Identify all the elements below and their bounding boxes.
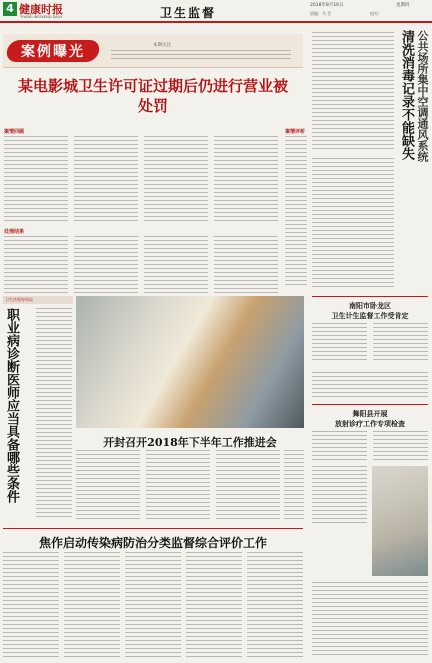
exam-text-2 — [373, 431, 428, 463]
meeting-text-4 — [284, 450, 304, 520]
banner-lead: 本期关注 — [153, 43, 171, 48]
meeting-text-1 — [76, 450, 140, 520]
case-banner — [3, 34, 303, 68]
banner-lead-text — [111, 50, 291, 59]
right-article-title: 公共场所集中空调通风系统 清洗消毒记录不能缺失 — [399, 30, 429, 162]
bottom-text-1 — [3, 552, 59, 658]
nanyang-title-2: 卫生计生监督工作受肯定 — [331, 311, 409, 320]
law-column-title: 职业病诊断医师应当具备哪些条件 — [4, 308, 19, 503]
proof-credit: 校对： — [370, 11, 382, 16]
exam-text-1 — [312, 431, 367, 463]
masthead-rule — [0, 21, 432, 23]
law-text-col-1 — [36, 308, 72, 518]
editor-credit: 责编：马 芸 — [310, 11, 332, 16]
nanyang-text-1 — [312, 323, 367, 363]
weekday: 星期四 — [396, 3, 410, 8]
bottom-text-5 — [247, 552, 303, 658]
brief-news-text — [312, 372, 428, 398]
issue-date: 2018年8月16日 — [310, 3, 344, 8]
case-review-col-4 — [214, 136, 278, 222]
result-col-2 — [74, 236, 138, 296]
bottom-rule — [3, 528, 303, 529]
result-col-1 — [4, 236, 68, 296]
case-review-col-1 — [4, 136, 68, 222]
bottom-text-3 — [125, 552, 181, 658]
result-col-4 — [214, 236, 278, 296]
bottom-text-2 — [64, 552, 120, 658]
bottom-text-6 — [312, 582, 428, 658]
meeting-text-2 — [146, 450, 210, 520]
masthead — [0, 0, 432, 26]
result-col-3 — [144, 236, 208, 296]
section-result: 处理结果 — [4, 229, 25, 235]
paper-name: 健康时报 — [19, 3, 63, 16]
right-article-text-b — [312, 158, 394, 288]
exam-title-2: 放射诊疗工作专项检查 — [335, 419, 405, 428]
nanyang-text-2 — [373, 323, 428, 363]
nanyang-title-1: 南阳市卧龙区 — [349, 301, 391, 310]
paper-english-name: YIYANG WEEKEND DAILY — [20, 15, 63, 19]
law-column-header: 卫生法规每周谈 — [3, 296, 73, 304]
bottom-article-title: 焦作启动传染病防治分类监督综合评价工作 — [38, 536, 267, 550]
exam-photo — [372, 466, 428, 576]
right-article-text-a — [312, 32, 394, 152]
case-analysis-col — [285, 136, 307, 286]
main-article-title: 某电影城卫生许可证过期后仍进行营业被处罚 — [18, 77, 289, 115]
case-review-col-2 — [74, 136, 138, 222]
meeting-title: 开封召开2018年下半年工作推进会 — [103, 436, 277, 449]
section-case-analysis: 案情评析 — [285, 129, 306, 135]
meeting-photo — [76, 296, 304, 428]
exam-text-3 — [312, 466, 367, 526]
bottom-text-4 — [186, 552, 242, 658]
case-review-col-3 — [144, 136, 208, 222]
page-number-badge: 4 — [3, 2, 17, 16]
section-case-review: 案情回顾 — [4, 129, 25, 135]
exam-title-1: 舞阳县开展 — [352, 409, 388, 418]
case-exposure-label: 案例曝光 — [21, 44, 85, 60]
meeting-text-3 — [216, 450, 280, 520]
section-title: 卫生监督 — [160, 6, 217, 20]
nanyang-news — [312, 296, 428, 364]
exam-news — [312, 404, 428, 464]
